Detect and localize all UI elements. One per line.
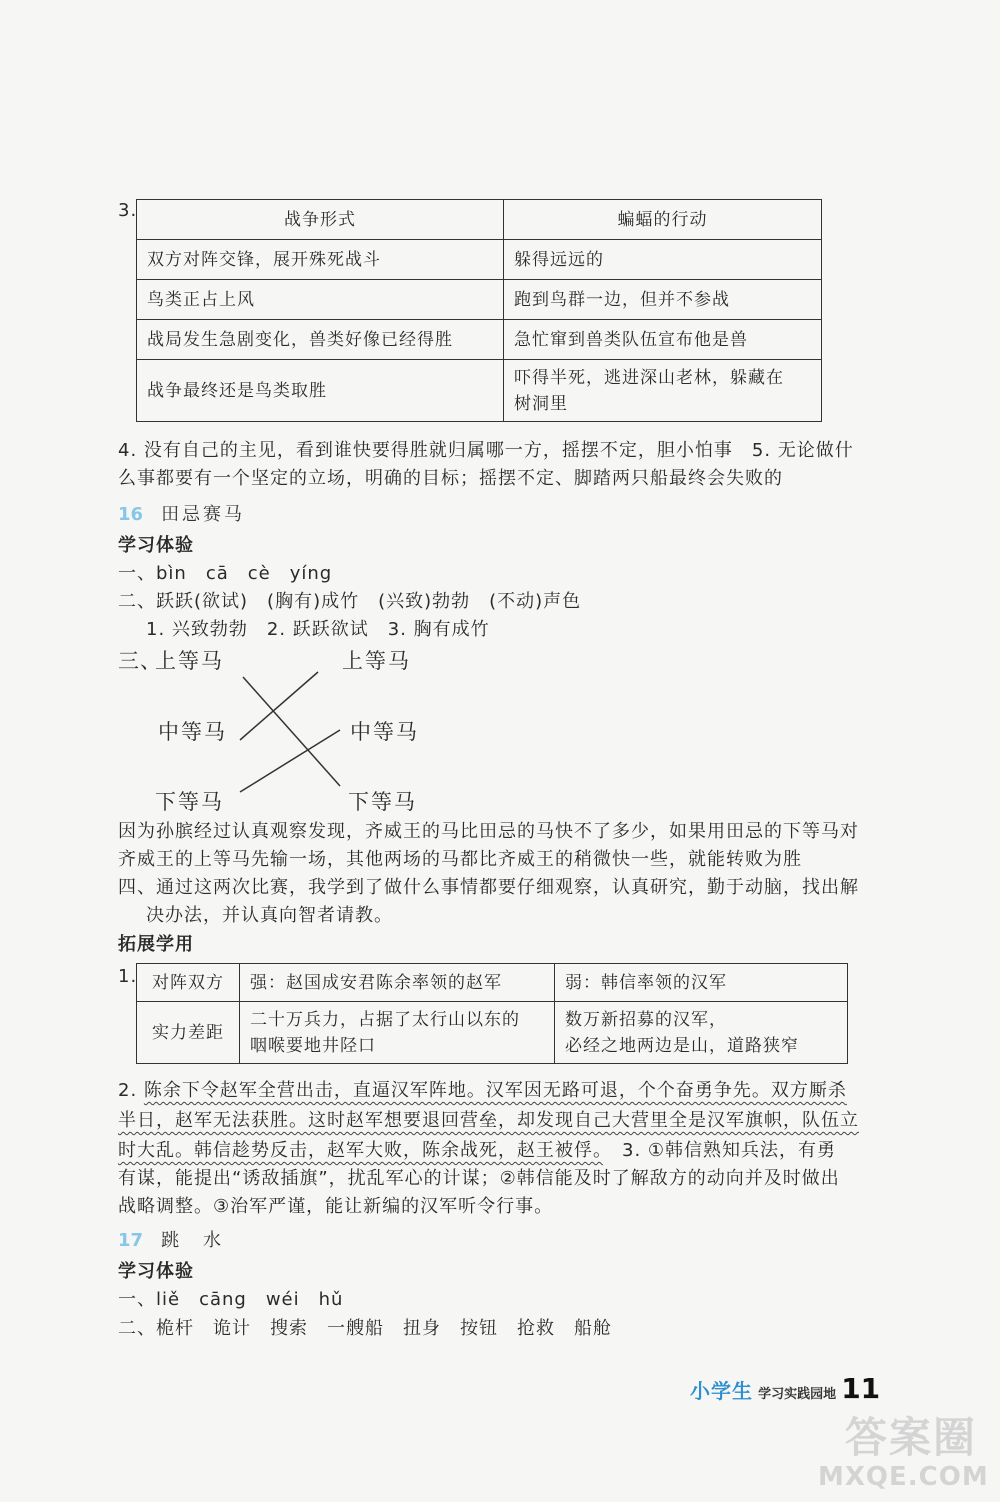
- table-cell: 战局发生急剧变化，兽类好像已经得胜: [137, 320, 504, 360]
- page-number: 11: [841, 1372, 881, 1405]
- cell-line: 二十万兵力，占据了太行山以东的: [250, 1009, 520, 1030]
- table-cell: 鸟类正占上风: [137, 280, 504, 320]
- answer-line: 齐威王的上等马先输一场，其他两场的马都比齐威王的稍微快一些，就能转败为胜: [118, 849, 802, 870]
- answer-line: [118, 1108, 859, 1134]
- footer-brand: 小学生: [690, 1379, 753, 1403]
- footer-subtitle: 学习实践园地: [758, 1387, 837, 1402]
- table-cell: 躲得远远的: [504, 240, 822, 280]
- table-cell: 对阵双方: [137, 964, 240, 1002]
- wavy-underlined-text: 时大乱。韩信趁势反击，赵军大败，陈余战死，赵王被俘。: [118, 1140, 603, 1161]
- match-line: [243, 677, 340, 786]
- answer-line: 1. 兴致勃勃 2. 跃跃欲试 3. 胸有成竹: [146, 619, 490, 640]
- horse-label-left: 中等马: [158, 720, 227, 744]
- answer-line: 四、通过这两次比赛，我学到了做什么事情都要仔细观察，认真研究，勤于动脑，找出解: [118, 877, 859, 898]
- answer-line: 么事都要有一个坚定的立场，明确的目标；摇摆不定、脚踏两只船最终会失败的: [118, 468, 783, 489]
- horse-label-left: 上等马: [155, 649, 224, 673]
- answer-line: [118, 1138, 836, 1164]
- table-cell: 弱：韩信率领的汉军: [555, 964, 848, 1002]
- table-header: 蝙蝠的行动: [504, 200, 822, 240]
- answer-line: 二、跃跃(欲试) (胸有)成竹 (兴致)勃勃 (不动)声色: [118, 591, 582, 612]
- army-table: [136, 963, 848, 1064]
- table-cell: 实力差距: [137, 1002, 240, 1064]
- section-number: 16: [118, 504, 144, 525]
- q2-prefix: 2.: [118, 1080, 144, 1101]
- answer-line: 4. 没有自己的主见，看到谁快要得胜就归属哪一方，摇摆不定，胆小怕事 5. 无论做什: [118, 440, 854, 461]
- cell-line: 吓得半死，逃进深山老林，躲藏在: [514, 367, 784, 388]
- answer-line: 一、bìn cā cè yíng: [118, 563, 333, 584]
- section-heading-17: [118, 1228, 224, 1254]
- table-cell: 强：赵国成安君陈余率领的赵军: [240, 964, 555, 1002]
- wavy-underlined-text: 陈余下令赵军全营出击，直逼汉军阵地。汉军因无路可退，个个奋勇争先。双方厮杀: [143, 1080, 847, 1101]
- wavy-underlined-text: 半日，赵军无法获胜。这时赵军想要退回营垒，却发现自己大营里全是汉军旗帜，队伍立: [118, 1110, 859, 1131]
- table-cell: [555, 1002, 848, 1064]
- answer-line: 有谋，能提出“诱敌插旗”，扰乱军心的计谋；②韩信能及时了解敌方的动向并及时做出: [118, 1168, 840, 1189]
- table-header: 战争形式: [137, 200, 504, 240]
- subheading: 拓展学用: [118, 934, 194, 955]
- cell-line: 树洞里: [514, 393, 568, 414]
- q1-number: 1.: [118, 966, 138, 987]
- table-cell: [240, 1002, 555, 1064]
- cell-line: 必经之地两边是山，道路狭窄: [565, 1035, 799, 1056]
- item-prefix: 三、: [118, 649, 162, 673]
- table-cell: 战争最终还是鸟类取胜: [137, 360, 504, 422]
- answer-line: [118, 1078, 847, 1104]
- horse-label-right: 中等马: [350, 720, 419, 744]
- table-cell: 急忙窜到兽类队伍宣布他是兽: [504, 320, 822, 360]
- table-cell: 双方对阵交锋，展开殊死战斗: [137, 240, 504, 280]
- cell-line: 咽喉要地井陉口: [250, 1035, 376, 1056]
- answer-line: 一、liě cāng wéi hǔ: [118, 1289, 344, 1310]
- subheading: 学习体验: [118, 1261, 194, 1282]
- match-line: [240, 672, 318, 740]
- answer-line: 二、桅杆 诡计 搜索 一艘船 扭身 按钮 抢救 船舱: [118, 1318, 612, 1339]
- answer-line: 决办法，并认真向智者请教。: [146, 905, 393, 926]
- watermark-url: MXQE.COM: [818, 1462, 989, 1492]
- table-cell: 跑到鸟群一边，但并不参战: [504, 280, 822, 320]
- watermark-logo: 答案圈: [845, 1413, 978, 1462]
- section-title: 田忌赛马: [161, 504, 246, 525]
- cell-line: 数万新招募的汉军，: [565, 1009, 727, 1030]
- horse-label-right: 上等马: [342, 649, 411, 673]
- answer-line: 因为孙膑经过认真观察发现，齐威王的马比田忌的马快不了多少，如果用田忌的下等马对: [118, 821, 859, 842]
- q3-number: 3.: [118, 200, 138, 221]
- answer-line: 战略调整。③治军严谨，能让新编的汉军听令行事。: [118, 1196, 554, 1217]
- horse-label-right: 下等马: [348, 790, 417, 814]
- section-title: 跳 水: [161, 1230, 225, 1251]
- match-line: [240, 730, 340, 792]
- subheading: 学习体验: [118, 535, 194, 556]
- answer-text: 3. ①韩信熟知兵法，有勇: [603, 1140, 837, 1161]
- section-number: 17: [118, 1230, 144, 1251]
- horse-label-left: 下等马: [155, 790, 224, 814]
